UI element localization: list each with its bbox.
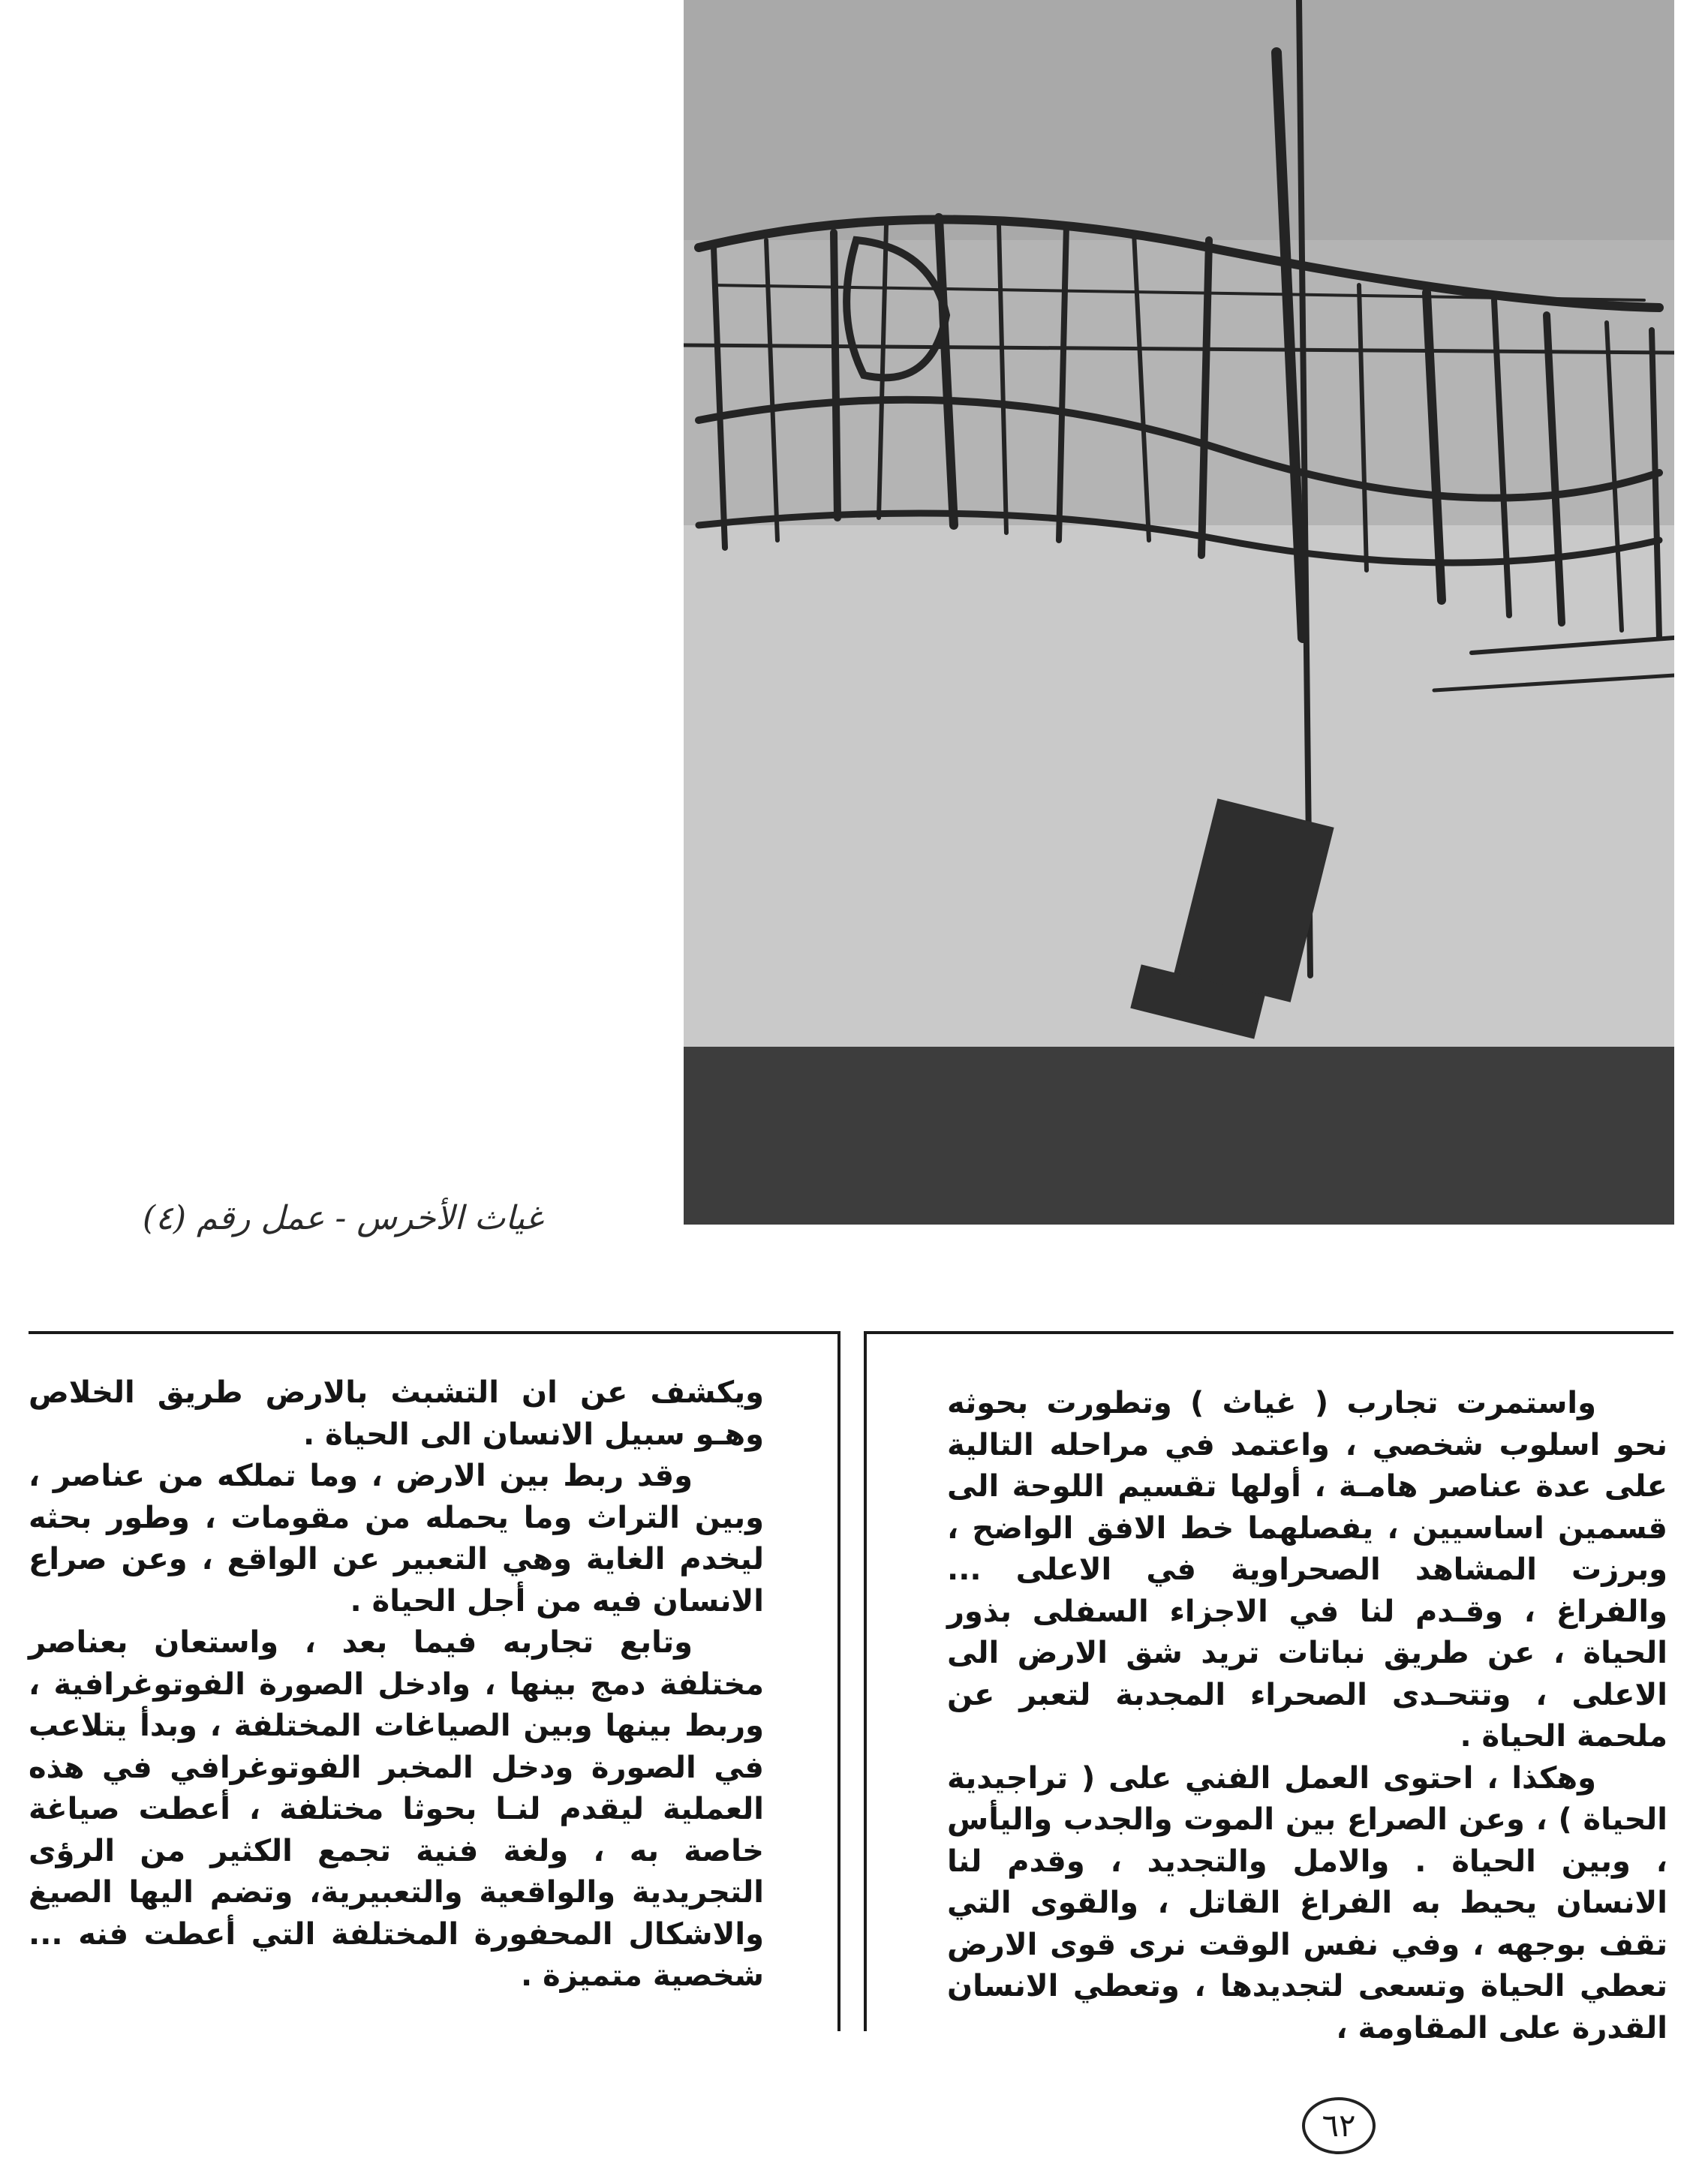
ground-band xyxy=(684,1047,1674,1225)
paragraph: واستمرت تجارب ( غياث ) وتطورت بحوثه نحو اسلوب شخصي ، واعتمد في مراحله التالية على عدة عناصر هامـة ، أولها تقسيم اللوحة الى قسمين اساسيين ، يفصلهما خط الافق الواضح ، وبرزت المشاهد الصحراوية في الاعلى ... والفراغ ، وقـدم لنا في الاجزاء السفلى بذور الحياة ، عن طريق نباتات تريد شق الارض الى الاعلى ، وتتحـدى الصحراء المجدبة لتعبر عن ملحمة الحياة . xyxy=(947,1386,1667,1754)
right-column-top-rule xyxy=(864,1331,1673,1334)
paragraph: وتابع تجاربه فيما بعد ، واستعان بعناصر مختلفة دمج بينها ، وادخل الصورة الفوتوغرافية ، وربط بينها وبين الصياغات المختلفة ، وبدأ يتلاعب في الصورة ودخل المخبر الفوتوغرافي في هذه العملية ليقدم لنـا بحوثا مختلفة ، أعطت صياغة خاصة به ، ولغة فنية تجمع الكثير من الرؤى التجريدية والواقعية والتعبيرية، وتضم اليها الصيغ والاشكال المحفورة المختلفة التي أعطت فنه ... شخصية متميزة . xyxy=(29,1625,764,1993)
paragraph: وهكذا ، احتوى العمل الفني على ( تراجيدية الحياة ) ، وعن الصراع بين الموت والجدب واليأس ، وبين الحياة . والامل والتجديد ، وقدم لنا الانسان يحيط به الفراغ القاتل ، والقوى التي تقف بوجهه ، وفي نفس الوقت نرى قوى الارض تعطي الحياة وتسعى لتجديدها ، وتعطي الانسان القدرة على المقاومة ، xyxy=(947,1760,1667,2045)
paragraph: ويكشف عن ان التشبث بالارض طريق الخلاص وهـو سبيل الانسان الى الحياة . xyxy=(29,1375,764,1452)
article-right-column xyxy=(947,1383,1667,2049)
left-column-side-rule xyxy=(837,1331,840,2031)
page-number: ٦٢ xyxy=(1302,2097,1376,2154)
artwork-image xyxy=(684,0,1674,1225)
left-column-top-rule xyxy=(29,1331,840,1334)
artwork-caption: غياث الأخرس - عمل رقم (٤) xyxy=(143,1199,543,1237)
right-column-side-rule xyxy=(864,1331,867,2031)
article-left-column xyxy=(29,1372,764,1997)
paragraph: وقد ربط بين الارض ، وما تملكه من عناصر ، وبين التراث وما يحمله من مقومات ، وطور بحثه ليخدم الغاية وهي التعبير عن الواقع ، وعن صراع الانسان فيه من أجل الحياة . xyxy=(29,1459,764,1618)
